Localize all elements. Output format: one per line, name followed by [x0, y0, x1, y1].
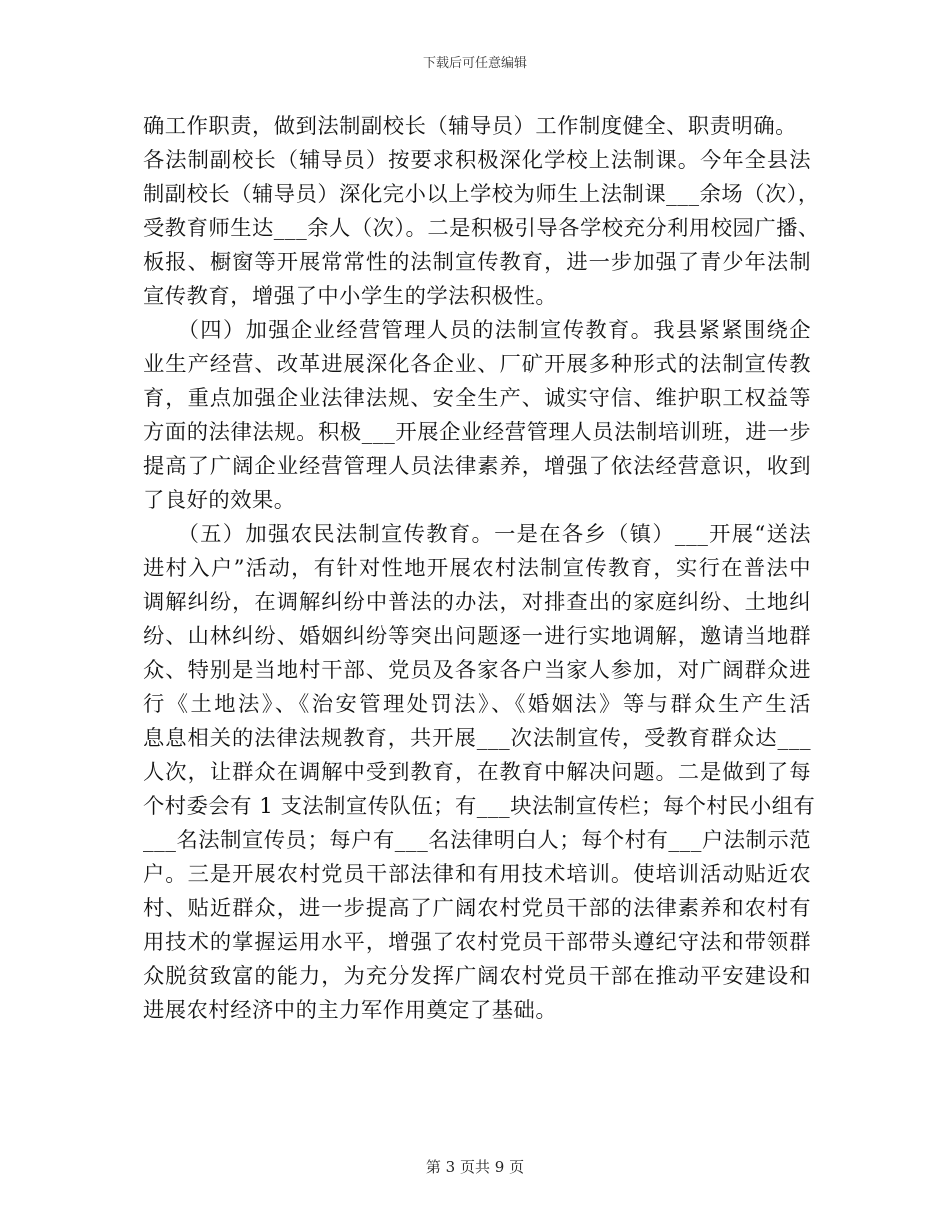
- text-line: （四）加强企业经营管理人员的法制宣传教育。我县紧紧围绕企: [143, 318, 811, 343]
- text-line: 纷、山林纠纷、婚姻纠纷等突出问题逐一进行实地调解，邀请当地群: [143, 624, 811, 649]
- page-header-note: 下载后可任意编辑: [422, 56, 527, 71]
- text-line: 用技术的掌握运用水平，增强了农村党员干部带头遵纪守法和带领群: [143, 930, 811, 955]
- text-line: 进村入户”活动，有针对性地开展农村法制宣传教育，实行在普法中: [143, 556, 811, 581]
- text-line: 户。三是开展农村党员干部法律和有用技术培训。使培训活动贴近农: [143, 862, 811, 887]
- text-line: 个村委会有 1 支法制宣传队伍；有___块法制宣传栏；每个村民小组有: [143, 794, 816, 819]
- text-line: 确工作职责，做到法制副校长（辅导员）工作制度健全、职责明确。: [143, 114, 797, 139]
- text-line: 调解纠纷，在调解纠纷中普法的办法，对排查出的家庭纠纷、土地纠: [143, 590, 811, 615]
- text-line: 众、特别是当地村干部、党员及各家各户当家人参加，对广阔群众进: [143, 658, 811, 683]
- text-line: 行《土地法》、《治安管理处罚法》、《婚姻法》等与群众生产生活: [143, 692, 811, 717]
- text-line: 了良好的效果。: [143, 488, 296, 513]
- text-line: 人次，让群众在调解中受到教育，在教育中解决问题。二是做到了每: [143, 760, 811, 785]
- text-line: 息息相关的法律法规教育，共开展___次法制宣传，受教育群众达___: [143, 726, 811, 751]
- text-line: 业生产经营、改革进展深化各企业、厂矿开展多种形式的法制宣传教: [143, 352, 811, 377]
- text-line: （五）加强农民法制宣传教育。一是在各乡（镇）___开展“送法: [143, 522, 811, 547]
- text-line: 提高了广阔企业经营管理人员法律素养，增强了依法经营意识，收到: [143, 454, 811, 479]
- text-line: 众脱贫致富的能力，为充分发挥广阔农村党员干部在推动平安建设和: [143, 964, 811, 989]
- text-line: 方面的法律法规。积极___开展企业经营管理人员法制培训班，进一步: [143, 420, 811, 445]
- text-line: 各法制副校长（辅导员）按要求积极深化学校上法制课。今年全县法: [143, 148, 811, 173]
- text-line: 育，重点加强企业法律法规、安全生产、诚实守信、维护职工权益等: [143, 386, 811, 411]
- text-line: 板报、橱窗等开展常常性的法制宣传教育，进一步加强了青少年法制: [143, 250, 811, 275]
- text-line: 进展农村经济中的主力军作用奠定了基础。: [143, 998, 558, 1023]
- text-line: 制副校长（辅导员）深化完小以上学校为师生上法制课___余场（次），: [143, 182, 820, 207]
- text-line: 受教育师生达___余人（次）。二是积极引导各学校充分利用校园广播、: [143, 216, 820, 241]
- document-body: [143, 110, 820, 1028]
- text-line: 村、贴近群众，进一步提高了广阔农村党员干部的法律素养和农村有: [143, 896, 811, 921]
- text-line: ___名法制宣传员；每户有___名法律明白人；每个村有___户法制示范: [143, 828, 811, 853]
- page-number: 第 3 页共 9 页: [425, 1158, 525, 1176]
- text-line: 宣传教育，增强了中小学生的学法积极性。: [143, 284, 558, 309]
